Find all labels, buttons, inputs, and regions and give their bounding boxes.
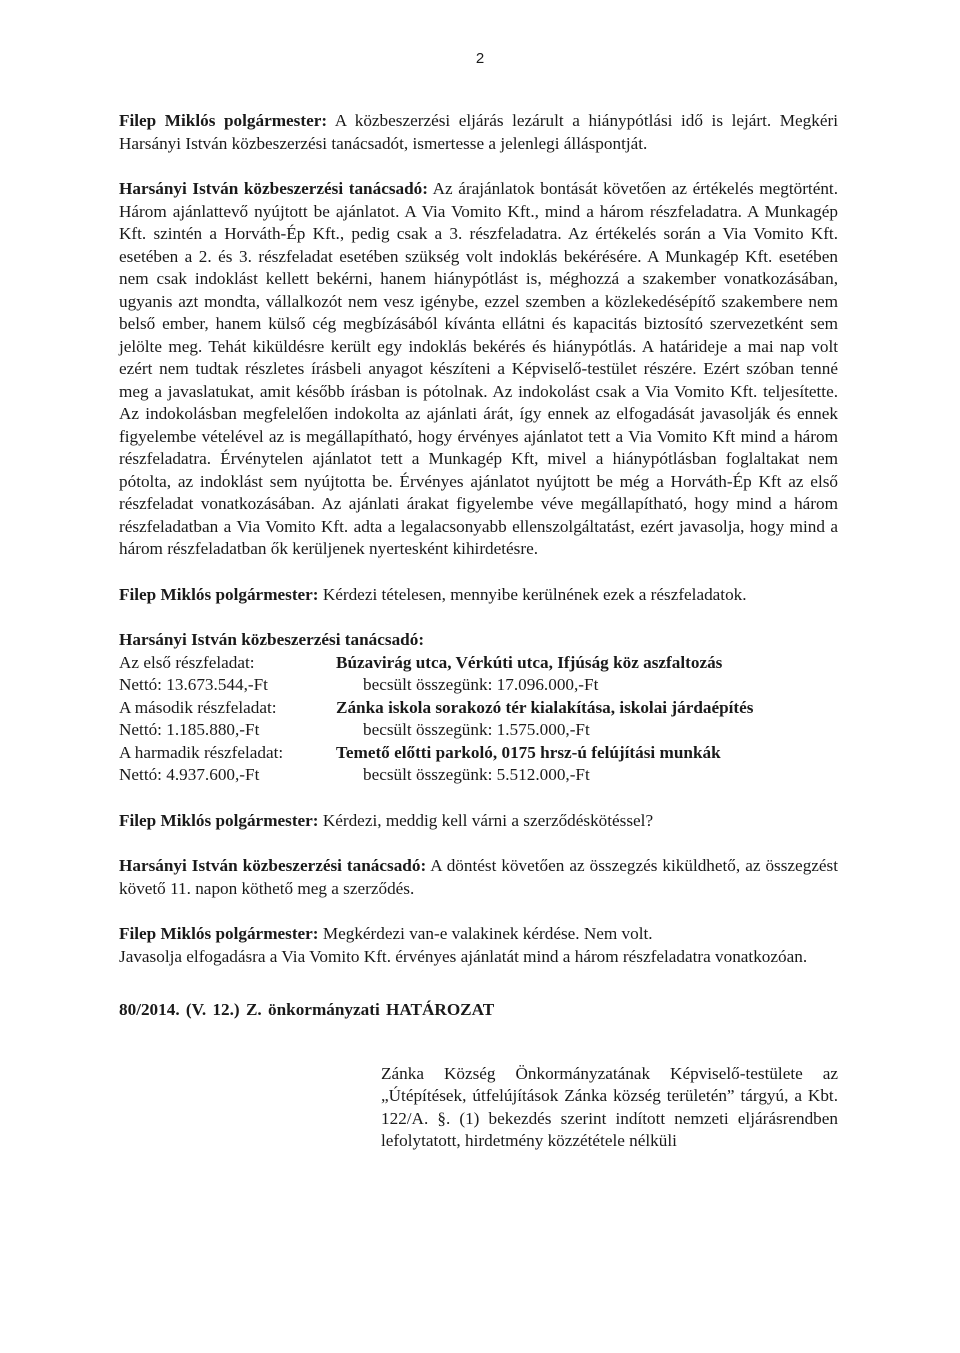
paragraph-advisor-subtasks [119,629,838,787]
paragraph-mayor-proposal [119,923,838,968]
paragraph-mayor-intro [119,110,838,155]
subtask-row [119,674,838,697]
subtask-title: Zánka iskola sorakozó tér kialakítása, iskolai járdaépítés [336,697,754,717]
paragraph-text: A közbeszerzési eljárás lezárult a hiánypótlási idő is lejárt. Megkéri Harsányi István közbeszerzési tanácsadót, ismertesse a jelenlegi álláspontját. [119,111,838,153]
subtask-left: A második részfeladat: [119,697,277,717]
paragraph-text: A döntést követően az összegzés kiküldhető, az összegzést követő 11. napon köthető meg a szerződés. [119,856,839,898]
paragraph-mayor-contract [119,810,838,833]
speaker-name: Harsányi István közbeszerzési tanácsadó: [119,630,425,649]
subtask-row [119,742,838,765]
paragraph-text: Megkérdezi van-e valakinek kérdése. Nem volt. [318,924,653,943]
subtask-estimate: becsült összegünk: 1.575.000,-Ft [363,720,590,739]
speaker-name: Harsányi István közbeszerzési tanácsadó: [119,179,428,198]
subtask-left: Nettó: 4.937.600,-Ft [119,765,260,784]
subtask-row [119,719,838,742]
paragraph-advisor-evaluation [119,178,838,561]
subtask-table [119,652,838,787]
paragraph-text: Az árajánlatok bontását követően az értékelés megtörtént. Három ajánlattevő nyújtott be ajánlatot. A Via Vomito Kft., mind a három részfeladatra. A Munkagép Kft. szintén a Horváth-Ép Kft., pedig csak a 3. részfeladatra. Az értékelés során a Via Vomito Kft. esetében a 2. és 3. részfeladat esetében szükség volt indoklás bekérésére. A Munkagép Kft. esetében nem csak indoklást kellett bekérni, hanem hiánypótlást is, méghozzá a szakember vonatkozásában, ugyanis azt mondta, vállalkozót nem vesz igénybe, ezzel szemben a közlekedésépítő szakembere nem belső ember, hanem külső cég megbízásából kívánta ellátni és kapacitás biztosító szervezetként sem jelölte meg. Tehát kiküldésre került egy indoklás bekérés és hiánypótlás. A határideje a mai nap volt ezért nem tudtak részletes írásbeli anyagot készíteni a Képviselő-testület részére. Ezért szóban tenné meg a javaslatukat, amit később írásban is pótolnak. Az indokolást csak a Via Vomito Kft. teljesítette. Az indokolásban megfelelően indokolta az ajánlati árát, így ennek az elfogadását javasolják és ennek figyelembe vételével az is megállapítható, hogy érvényes ajánlatot tett a Via Vomito Kft mind a három részfeladatra. Érvénytelen ajánlatot tett a Munkagép Kft, mivel a hiánypótlásban foglaltakat nem pótolta, az indoklást sem nyújtotta be. Érvényes ajánlatot nyújtott be még a Horváth-Ép Kft az első részfeladat vonatkozásában. Az ajánlati árakat figyelembe véve megállapítható, hogy mind a három részfeladatban a Via Vomito Kft. adta a legalacsonyabb ellenszolgáltatást, ezért javasolja, hogy mind a három részfeladatban ők kerüljenek nyertesként kihirdetésre. [119,179,838,558]
subtask-row [119,697,838,720]
speaker-name: Harsányi István közbeszerzési tanácsadó: [119,856,427,875]
resolution-title: 80/2014. (V. 12.) Z. önkormányzati HATÁROZAT [119,1000,495,1019]
paragraph-mayor-question [119,584,838,607]
document-body [119,110,838,1153]
subtask-estimate: becsült összegünk: 5.512.000,-Ft [363,765,590,784]
paragraph-text: Javasolja elfogadásra a Via Vomito Kft. érvényes ajánlatát mind a három részfeladatra vonatkozóan. [119,946,808,966]
paragraph-text: Kérdezi, meddig kell várni a szerződéskötéssel? [318,810,654,830]
subtask-estimate: becsült összegünk: 17.096.000,-Ft [363,675,599,694]
subtask-left: Nettó: 1.185.880,-Ft [119,720,260,739]
subtask-row [119,764,838,787]
subtask-left: Az első részfeladat: [119,652,255,672]
speaker-name: Filep Miklós polgármester: [119,810,319,830]
subtask-title: Búzavirág utca, Vérkúti utca, Ifjúság köz aszfaltozás [336,652,723,672]
speaker-name: Filep Miklós polgármester: [119,111,328,130]
subtask-left: A harmadik részfeladat: [119,742,284,762]
speaker-name: Filep Miklós polgármester: [119,584,319,604]
subtask-left: Nettó: 13.673.544,-Ft [119,675,268,694]
subtask-row [119,652,838,675]
paragraph-advisor-contract [119,855,838,900]
speaker-name: Filep Miklós polgármester: [119,924,319,943]
subtask-title: Temető előtti parkoló, 0175 hrsz-ú felújítási munkák [336,742,721,762]
paragraph-text: Kérdezi tételesen, mennyibe kerülnének ezek a részfeladatok. [318,584,747,604]
page-number: 2 [475,50,485,67]
resolution-text: Zánka Község Önkormányzatának Képviselő-testülete az „Útépítések, útfelújítások Zánka község területén” tárgyú, a Kbt. 122/A. §. (1) bekezdés szerint indított nemzeti eljárásrendben lefolytatott, hirdetmény közzététele nélküli [381,1063,838,1150]
